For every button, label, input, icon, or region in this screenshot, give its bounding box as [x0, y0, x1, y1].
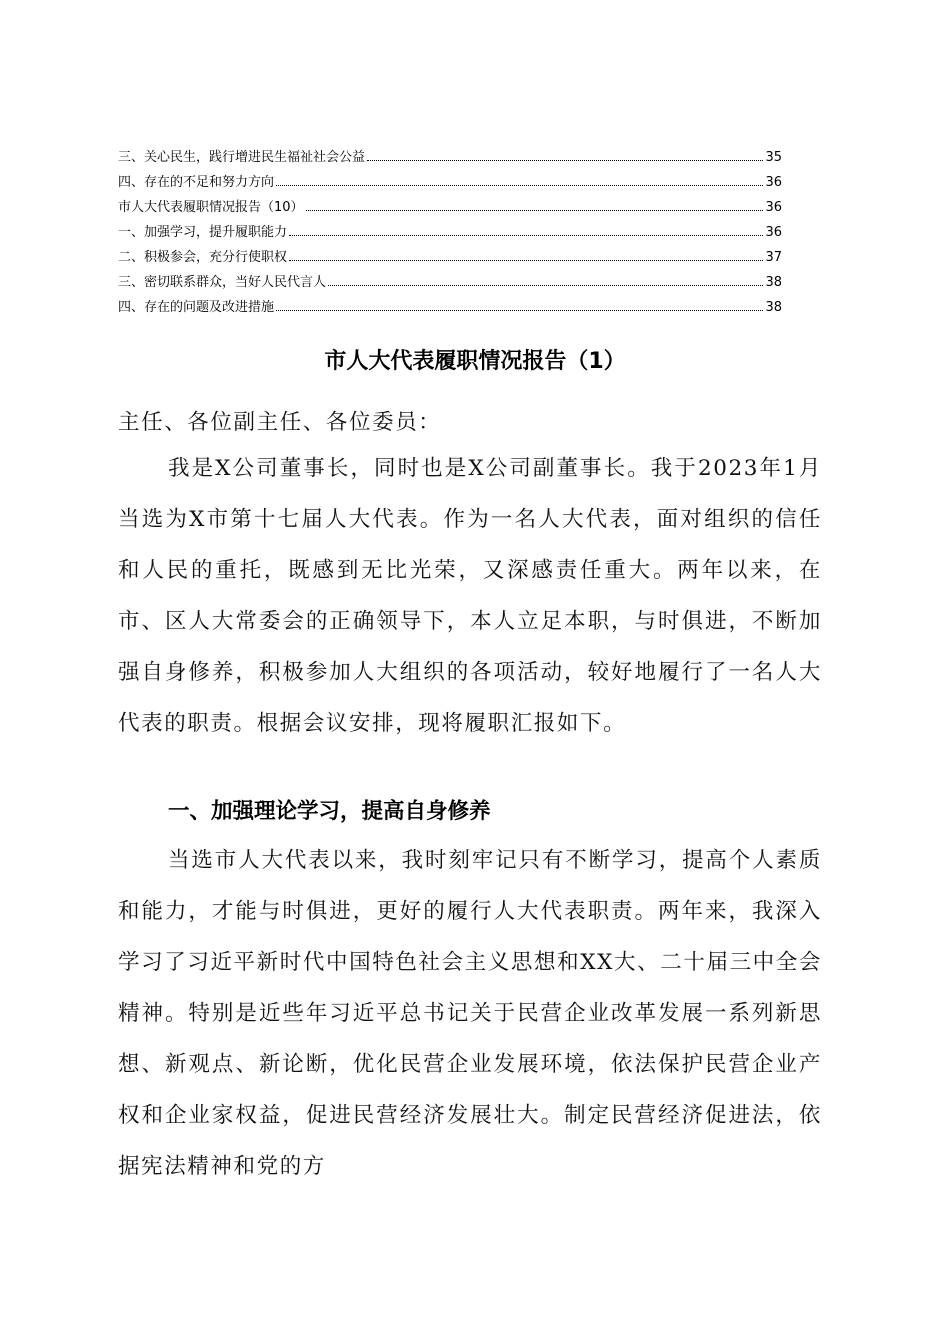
- toc-entry-label: 三、密切联系群众，当好人民代言人: [118, 275, 327, 290]
- body-paragraph-intro: 我是X公司董事长，同时也是X公司副董事长。我于2023年1月当选为X市第十七届人大代表。作为一名人大代表，面对组织的信任和人民的重托，既感到无比光荣，又深感责任重大。两年以来，在市、区人大常委会的正确领导下，本人立足本职，与时俱进，不断加强自身修养，积极参加人大组织的各项活动，较好地履行了一名人大代表的职责。根据会议安排，现将履职汇报如下。: [118, 456, 822, 736]
- toc-entry-label: 四、存在的不足和努力方向: [118, 175, 275, 190]
- toc-entry[interactable]: [118, 290, 782, 315]
- toc-entry-page: 38: [765, 300, 782, 315]
- section-heading: 一、加强理论学习，提高自身修养: [168, 799, 491, 824]
- toc-entry[interactable]: [118, 240, 782, 265]
- toc-leader-dots: [276, 310, 763, 311]
- toc-entry-page: 38: [765, 275, 782, 290]
- toc-leader-dots: [289, 260, 763, 261]
- toc-entry-page: 36: [765, 175, 782, 190]
- toc-entry-page: 37: [765, 250, 782, 265]
- body-paragraph-study: 当选市人大代表以来，我时刻牢记只有不断学习，提高个人素质和能力，才能与时俱进，更好的履行人大代表职责。两年来，我深入学习了习近平新时代中国特色社会主义思想和XX大、二十届三中全会精神。特别是近些年习近平总书记关于民营企业改革发展一系列新思想、新观点、新论断，优化民营企业发展环境，依法保护民营企业产权和企业家权益，促进民营经济发展壮大。制定民营经济促进法，依据宪法精神和党的方: [118, 848, 822, 1179]
- toc-entry-label: 三、关心民生，践行增进民生福祉社会公益: [118, 150, 366, 165]
- toc-entry-label: 二、积极参会，充分行使职权: [118, 250, 288, 265]
- toc-leader-dots: [367, 160, 763, 161]
- toc-entry-page: 36: [765, 200, 782, 215]
- toc-entry-page: 35: [765, 150, 782, 165]
- toc-entry-label: 一、加强学习，提升履职能力: [118, 225, 288, 240]
- toc-entry-label: 四、存在的问题及改进措施: [118, 300, 275, 315]
- toc-leader-dots: [289, 235, 763, 236]
- table-of-contents: [118, 140, 782, 315]
- toc-entry[interactable]: [118, 215, 782, 240]
- toc-leader-dots: [276, 185, 763, 186]
- toc-leader-dots: [328, 285, 763, 286]
- salutation: 主任、各位副主任、各位委员：: [118, 410, 442, 435]
- toc-entry[interactable]: [118, 140, 782, 165]
- document-title: 市人大代表履职情况报告（1）: [324, 349, 626, 374]
- toc-entry-page: 36: [765, 225, 782, 240]
- toc-entry[interactable]: [118, 190, 782, 215]
- toc-entry[interactable]: [118, 265, 782, 290]
- toc-entry[interactable]: [118, 165, 782, 190]
- toc-leader-dots: [306, 210, 764, 211]
- toc-entry-label: 市人大代表履职情况报告（10）: [118, 200, 304, 215]
